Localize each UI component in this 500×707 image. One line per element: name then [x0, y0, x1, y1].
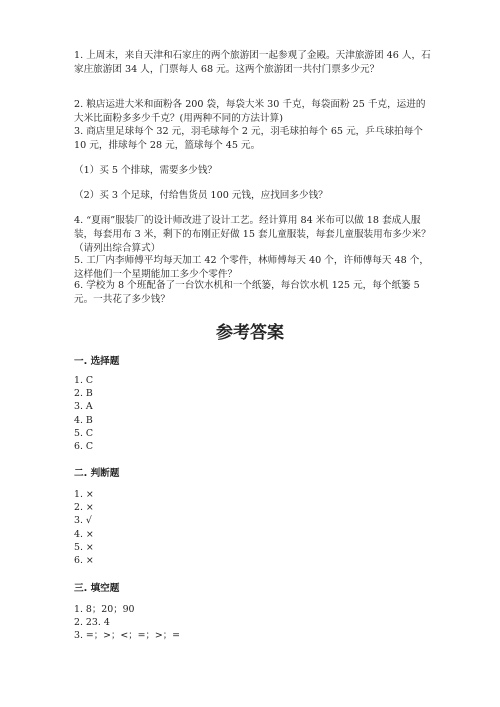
answer-item: 1. C	[74, 375, 94, 386]
question-3-part-1: （1）买 5 个排球，需要多少钱？	[74, 165, 218, 176]
answer-item: 2. 23. 4	[74, 617, 110, 629]
answer-item: 6. C	[74, 441, 94, 453]
question-3-part-2: （2）买 3 个足球，付给售货员 100 元钱，应找回多少钱？	[74, 190, 328, 201]
answer-item: 4. ×	[74, 528, 94, 540]
judge-answers-list	[74, 488, 94, 567]
question-3: 3. 商店里足球每个 32 元，羽毛球每个 2 元，羽毛球拍每个 65 元，乒乓球拍每个 10 元，排球每个 28 元，篮球每个 45 元。	[74, 126, 423, 151]
answer-item: 5. ×	[74, 541, 94, 553]
answer-item: 3. A	[74, 401, 93, 413]
answer-item: 1. 8；20；90	[74, 604, 135, 615]
question-4: 4. “夏雨”服装厂的设计师改进了设计工艺。经计算用 84 米布可以做 18 套成人服装，每套用布 3 米，剩下的布刚正好做 15 套儿童服装，每套儿童服装用布多少米？（请列出综合算式）	[74, 215, 431, 254]
question-2: 2. 粮店运进大米和面粉各 200 袋，每袋大米 30 千克，每袋面粉 25 千克，运进的大米比面粉多多少千克？(用两种不同的方法计算)	[74, 99, 426, 124]
section-judge-heading: 二. 判断题	[74, 468, 120, 479]
section-fill-heading: 三. 填空题	[74, 583, 120, 594]
answer-item: 2. ×	[74, 502, 94, 514]
question-6: 6. 学校为 8 个班配备了一台饮水机和一个纸篓，每台饮水机 125 元，每个纸篓 5 元。一共花了多少钱？	[74, 280, 420, 305]
answer-item: 3. =；>；<；=；>；=	[74, 630, 180, 642]
fill-answers-list	[74, 603, 180, 643]
answer-item: 1. ×	[74, 489, 94, 500]
answer-item: 4. B	[74, 414, 93, 426]
answers-title: 参考答案	[216, 323, 284, 343]
section-choice-heading: 一. 选择题	[74, 356, 120, 367]
answer-item: 6. ×	[74, 555, 94, 567]
answer-item: 2. B	[74, 388, 93, 400]
answer-item: 5. C	[74, 427, 94, 439]
answer-item: 3. √	[74, 515, 92, 527]
question-1: 1. 上周末，来自天津和石家庄的两个旅游团一起参观了金殿。天津旅游团 46 人，石家庄旅游团 34 人，门票每人 68 元。这两个旅游团一共付门票多少元？	[74, 50, 431, 75]
choice-answers-list	[74, 374, 93, 453]
question-5: 5. 工厂内李师傅平均每天加工 42 个零件，林师傅每天 40 个，许师傅每天 48 个，这样他们一个星期能加工多少个零件？	[74, 255, 429, 280]
